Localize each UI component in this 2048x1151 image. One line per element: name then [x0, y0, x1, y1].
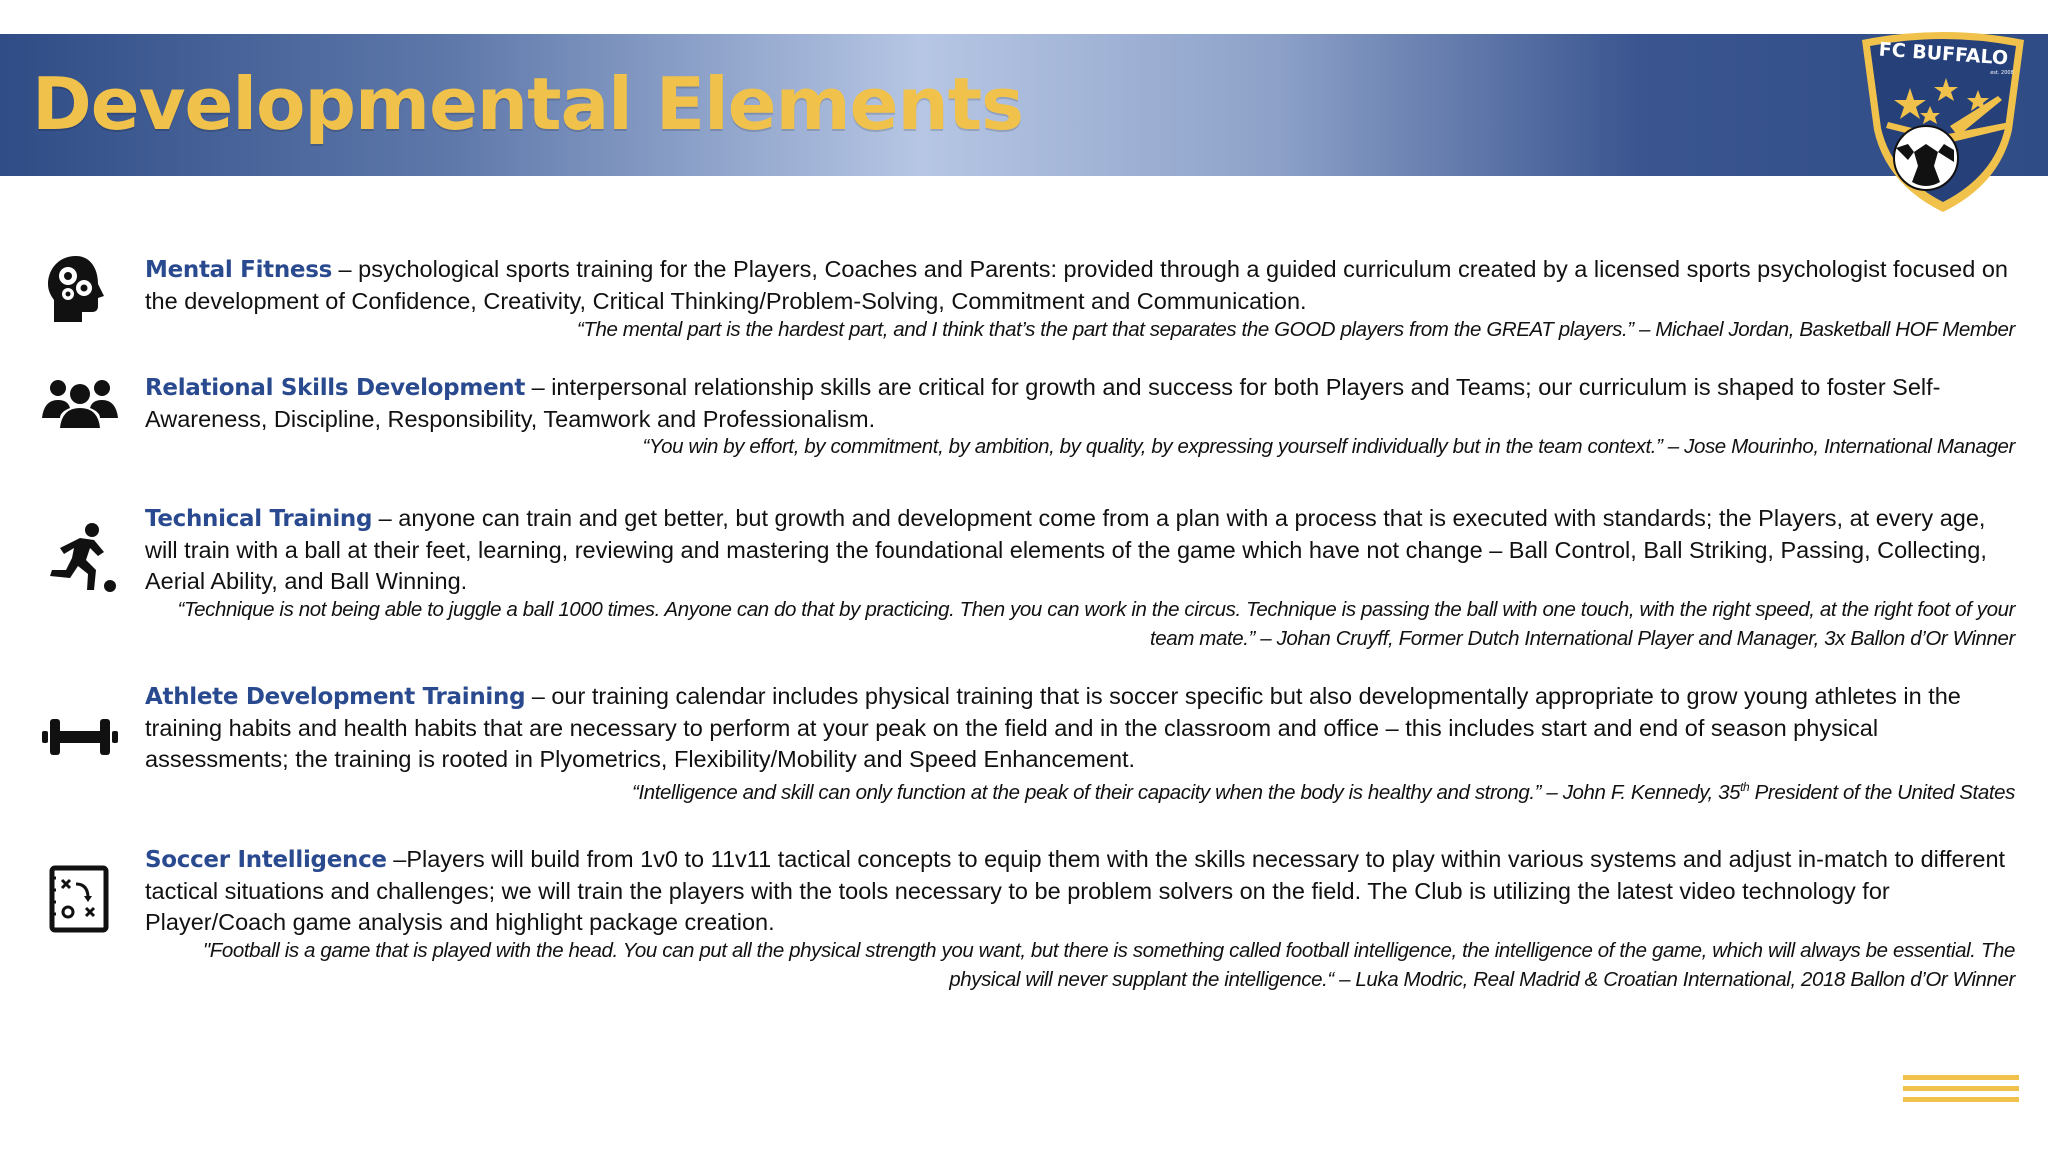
decorative-stripes	[1903, 1075, 2019, 1113]
section-text: – our training calendar includes physical training that is soccer specific but also developmentally appropriate to grow young athletes in the training habits and health habits that are necessary to perform at your peak on the field and in the classroom and office – this includes start and end of season physical assessments; the training is rooted in Plyometrics, Flexibility/Mobility and Speed Enhancement.	[145, 683, 1961, 772]
section-quote: “Technique is not being able to juggle a ball 1000 times. Anyone can do that by practicing. Then you can work in the circus. Technique is passing the ball with one touch, with the right speed, at the right foot of your team mate.” – Johan Cruyff, Former Dutch International Player and Manager, 3x Ballon d’Or Winner	[177, 598, 2015, 650]
section-text: – anyone can train and get better, but growth and development come from a plan with a process that is executed with standards; the Players, at every age, will train with a ball at their feet, learning, reviewing and mastering the foundational elements of the game which have not change – Ball Control, Ball Striking, Passing, Collecting, Aerial Ability, and Ball Winning.	[145, 505, 1987, 594]
section-heading: Relational Skills Development	[145, 375, 526, 401]
page-title: Developmental Elements	[32, 62, 1023, 146]
section-quote: “Intelligence and skill can only function at the peak of their capacity when the body is healthy and strong.” – John F. Kennedy, 35th President of the United States	[632, 780, 2015, 804]
section-quote: "Football is a game that is played with the head. You can put all the physical strength you want, but there is something called football intelligence, the intelligence of the game, which will always be essential. The physical will never supplant the intelligence.“ – Luka Modric, Real Madrid & Croatian International, 2018 Ballon d’Or Winner	[202, 939, 2015, 991]
section-text: –Players will build from 1v0 to 11v11 tactical concepts to equip them with the skills necessary to play within various systems and adjust in-match to different tactical situations and challenges; we will train the players with the tools necessary to be problem solvers on the field. The Club is utilizing the latest video technology for Player/Coach game analysis and highlight package creation.	[145, 846, 2006, 935]
section-text: – interpersonal relationship skills are critical for growth and success for both Players and Teams; our curriculum is shaped to foster Self-Awareness, Discipline, Responsibility, Teamwork and Professionalism.	[145, 374, 1941, 432]
tactics-board-icon	[40, 860, 120, 940]
club-logo	[1850, 26, 2036, 216]
group-people-icon	[40, 366, 120, 446]
section-quote: “The mental part is the hardest part, and I think that’s the part that separates the GOOD players from the GREAT players.” – Michael Jordan, Basketball HOF Member	[576, 318, 2015, 341]
logo-subtext: est. 2008	[1990, 70, 2014, 76]
logo-text: FC BUFFALO	[1878, 38, 2009, 70]
section-heading: Mental Fitness	[145, 257, 333, 283]
section-quote: “You win by effort, by commitment, by ambition, by quality, by expressing yourself individually but in the team context.” – Jose Mourinho, International Manager	[642, 435, 2015, 458]
section-heading: Athlete Development Training	[145, 684, 526, 710]
section-heading: Technical Training	[145, 506, 373, 532]
soccer-player-kick-icon	[40, 520, 120, 600]
dumbbell-icon	[40, 697, 120, 777]
section-text: – psychological sports training for the Players, Coaches and Parents: provided through a guided curriculum created by a licensed sports psychologist focused on the development of Confidence, Creativity, Critical Thinking/Problem-Solving, Commitment and Communication.	[145, 256, 2008, 314]
brain-gears-icon	[40, 252, 120, 332]
section-heading: Soccer Intelligence	[145, 847, 387, 873]
